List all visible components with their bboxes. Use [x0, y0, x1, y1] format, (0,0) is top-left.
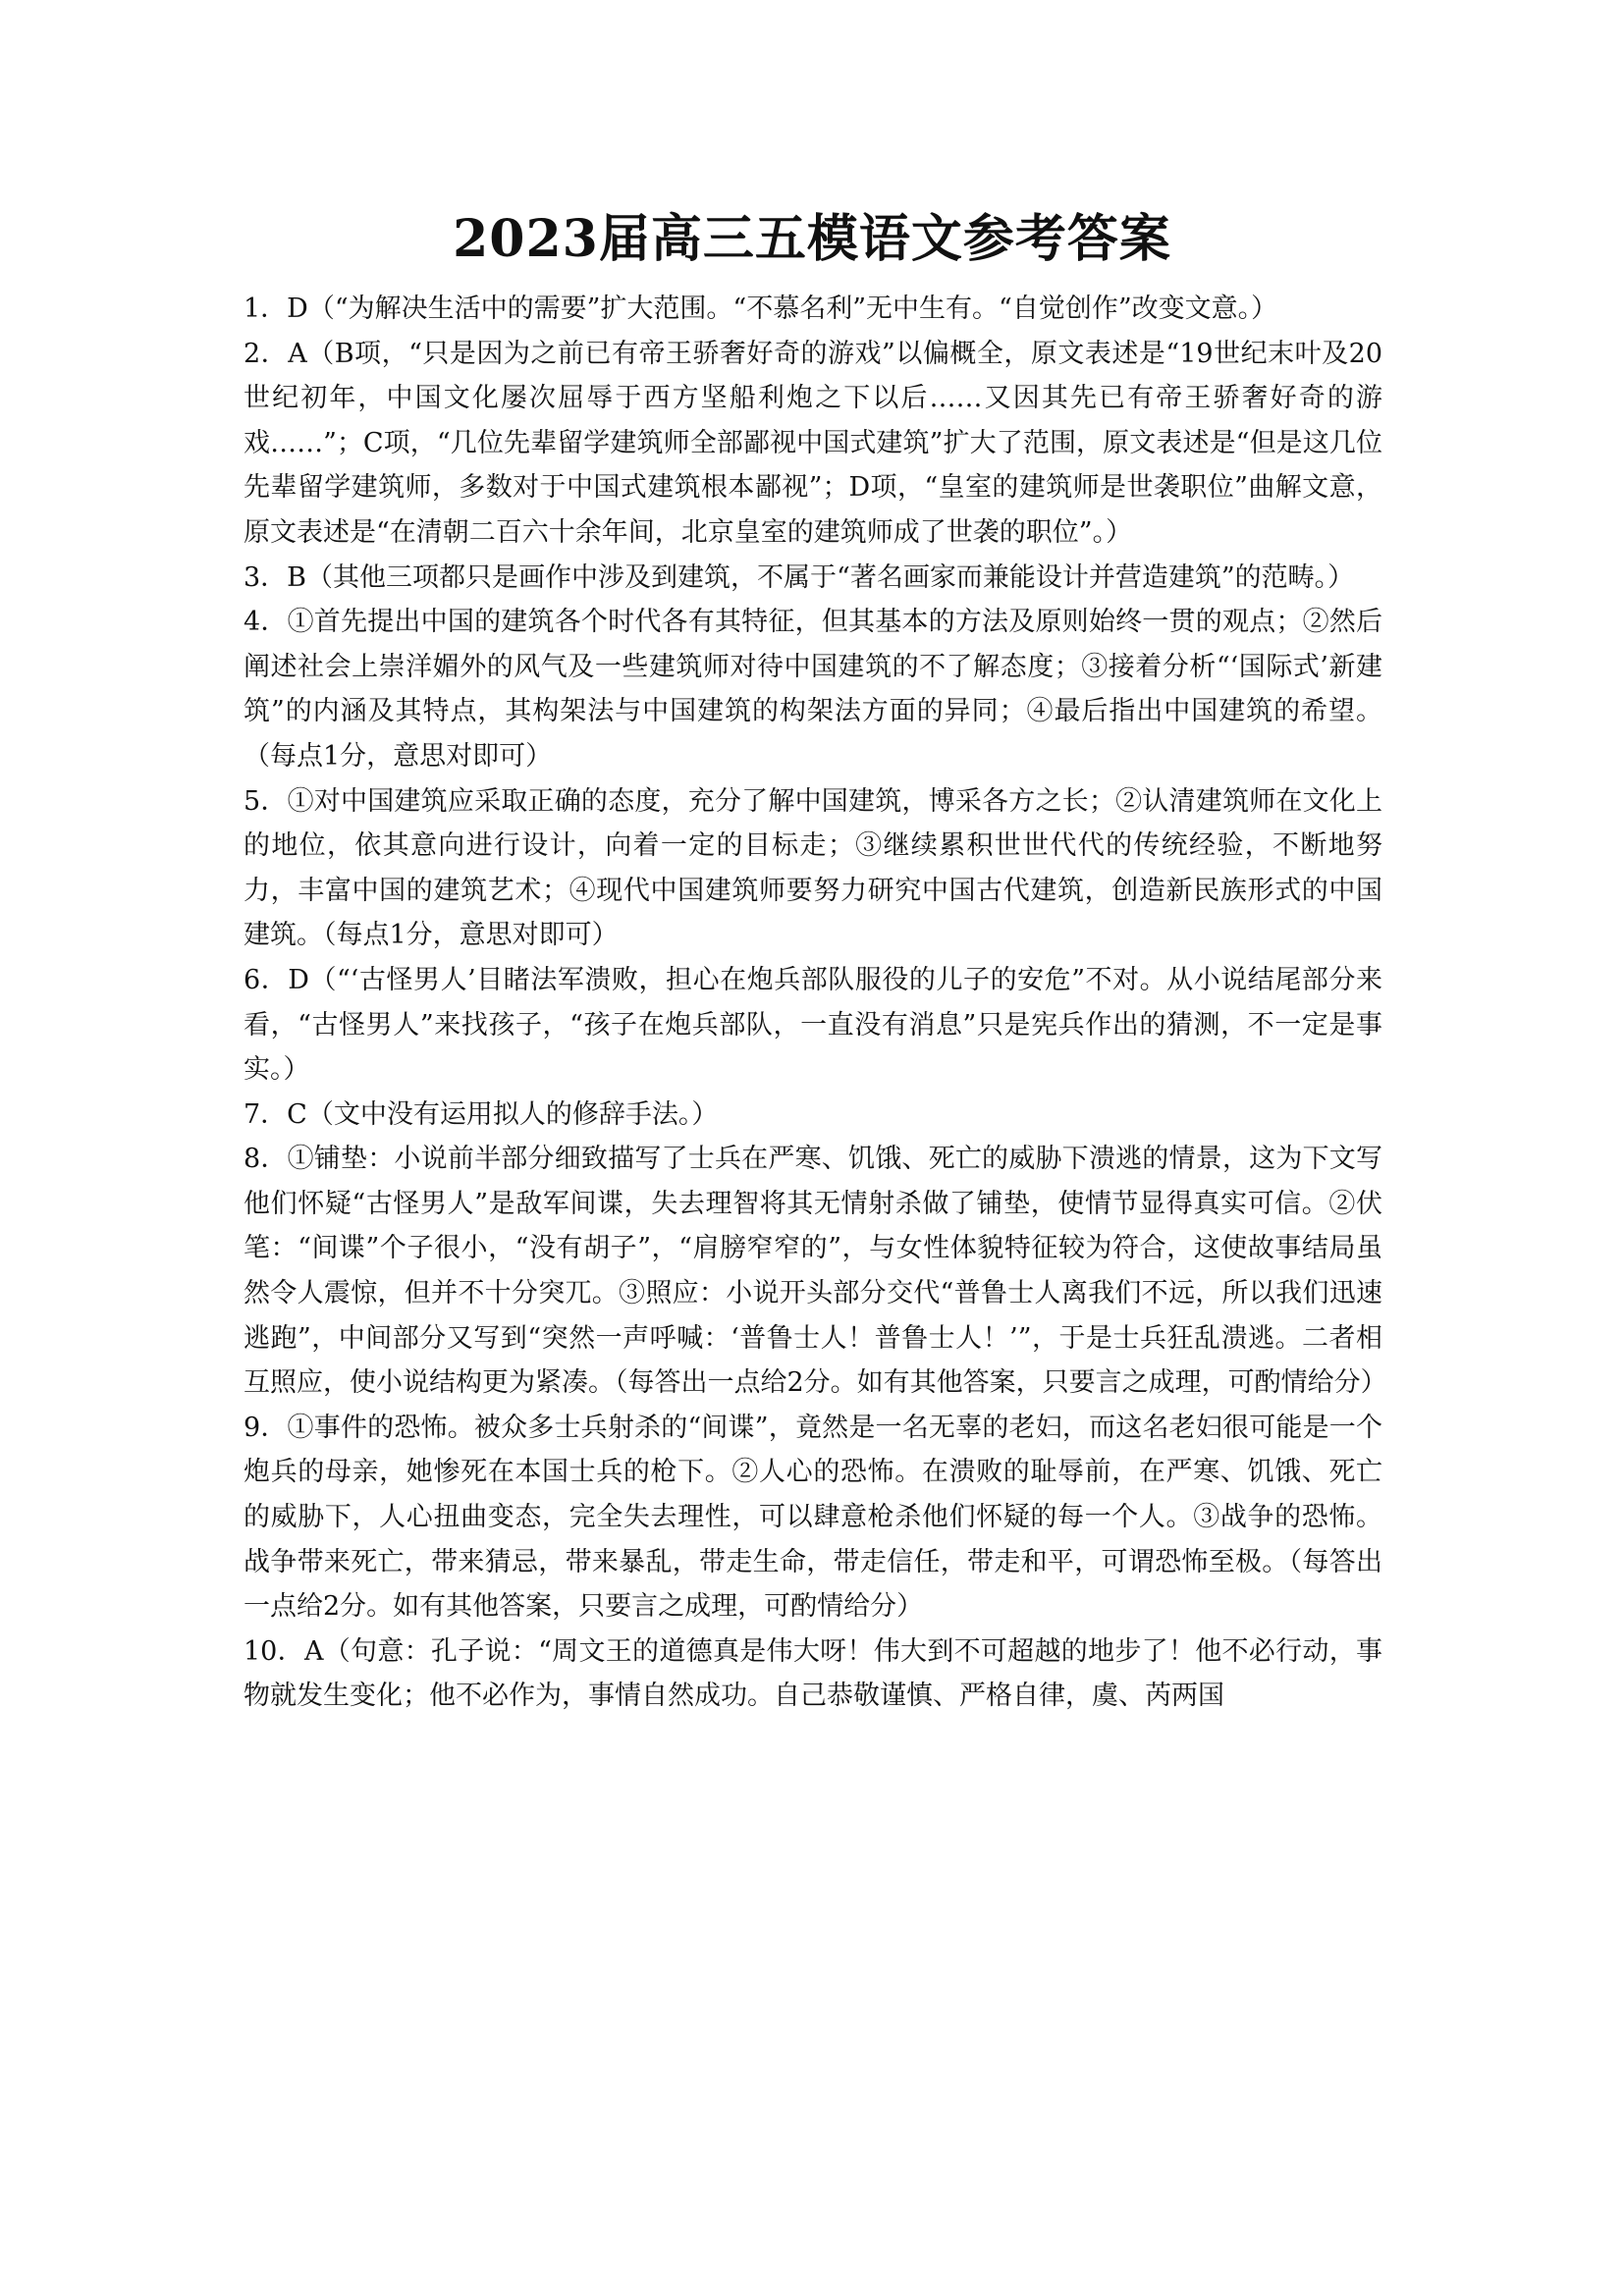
answer-list	[244, 287, 1387, 1719]
answer-item-1: 1．D（“为解决生活中的需要”扩大范围。“不慕名利”无中生有。“自觉创作”改变文意。）	[244, 294, 1278, 324]
answer-item-5: 5．①对中国建筑应采取正确的态度，充分了解中国建筑，博采各方之长；②认清建筑师在文化上的地位，依其意向进行设计，向着一定的目标走；③继续累积世世代代的传统经验，不断地努力，丰富中国的建筑艺术；④现代中国建筑师要努力研究中国古代建筑，创造新民族形式的中国建筑。（每点1分，意思对即可）	[244, 785, 1382, 951]
answer-item-4: 4．①首先提出中国的建筑各个时代各有其特征，但其基本的方法及原则始终一贯的观点；②然后阐述社会上崇洋媚外的风气及一些建筑师对待中国建筑的不了解态度；③接着分析“‘国际式’新建筑”的内涵及其特点，其构架法与中国建筑的构架法方面的异同；④最后指出中国建筑的希望。（每点1分，意思对即可）	[244, 607, 1382, 772]
answer-item-8: 8．①铺垫：小说前半部分细致描写了士兵在严寒、饥饿、死亡的威胁下溃逃的情景，这为下文写他们怀疑“古怪男人”是敌军间谍，失去理智将其无情射杀做了铺垫，使情节显得真实可信。②伏笔：“间谍”个子很小，“没有胡子”，“肩膀窄窄的”，与女性体貌特征较为符合，这使故事结局虽然令人震惊，但并不十分突兀。③照应：小说开头部分交代“普鲁士人离我们不远，所以我们迅速逃跑”，中间部分又写到“突然一声呼喊：‘普鲁士人！普鲁士人！’”，于是士兵狂乱溃逃。二者相互照应，使小说结构更为紧凑。（每答出一点给2分。如有其他答案，只要言之成理，可酌情给分）	[244, 1144, 1387, 1399]
answer-item-3: 3．B（其他三项都只是画作中涉及到建筑，不属于“著名画家而兼能设计并营造建筑”的范畴。）	[244, 561, 1355, 593]
answer-item-2: 2．A（B项，“只是因为之前已有帝王骄奢好奇的游戏”以偏概全，原文表述是“19世纪末叶及20世纪初年，中国文化屡次屈辱于西方坚船利炮之下以后……又因其先已有帝王骄奢好奇的游戏……”；C项，“几位先辈留学建筑师全部鄙视中国式建筑”扩大了范围，原文表述是“但是这几位先辈留学建筑师，多数对于中国式建筑根本鄙视”；D项，“皇室的建筑师是世袭职位”曲解文意，原文表述是“在清朝二百六十余年间，北京皇室的建筑师成了世袭的职位”。）	[244, 338, 1382, 548]
answer-item-9: 9．①事件的恐怖。被众多士兵射杀的“间谍”，竟然是一名无辜的老妇，而这名老妇很可能是一个炮兵的母亲，她惨死在本国士兵的枪下。②人心的恐怖。在溃败的耻辱前，在严寒、饥饿、死亡的威胁下，人心扭曲变态，完全失去理性，可以肆意枪杀他们怀疑的每一个人。③战争的恐怖。战争带来死亡，带来猜忌，带来暴乱，带走生命，带走信任，带走和平，可谓恐怖至极。（每答出一点给2分。如有其他答案，只要言之成理，可酌情给分）	[244, 1412, 1382, 1623]
answer-item-10: 10．A（句意：孔子说：“周文王的道德真是伟大呀！伟大到不可超越的地步了！他不必行动，事物就发生变化；他不必作为，事情自然成功。自己恭敬谨慎、严格自律，虞、芮两国	[244, 1635, 1382, 1712]
answer-item-7: 7．C（文中没有运用拟人的修辞手法。）	[244, 1098, 719, 1130]
page-title: 2023届高三五模语文参考答案	[453, 209, 1171, 269]
answer-item-6: 6．D（“‘古怪男人’目睹法军溃败，担心在炮兵部队服役的儿子的安危”不对。从小说结尾部分来看，“古怪男人”来找孩子，“孩子在炮兵部队，一直没有消息”只是宪兵作出的猜测，不一定是事实。）	[244, 964, 1382, 1086]
